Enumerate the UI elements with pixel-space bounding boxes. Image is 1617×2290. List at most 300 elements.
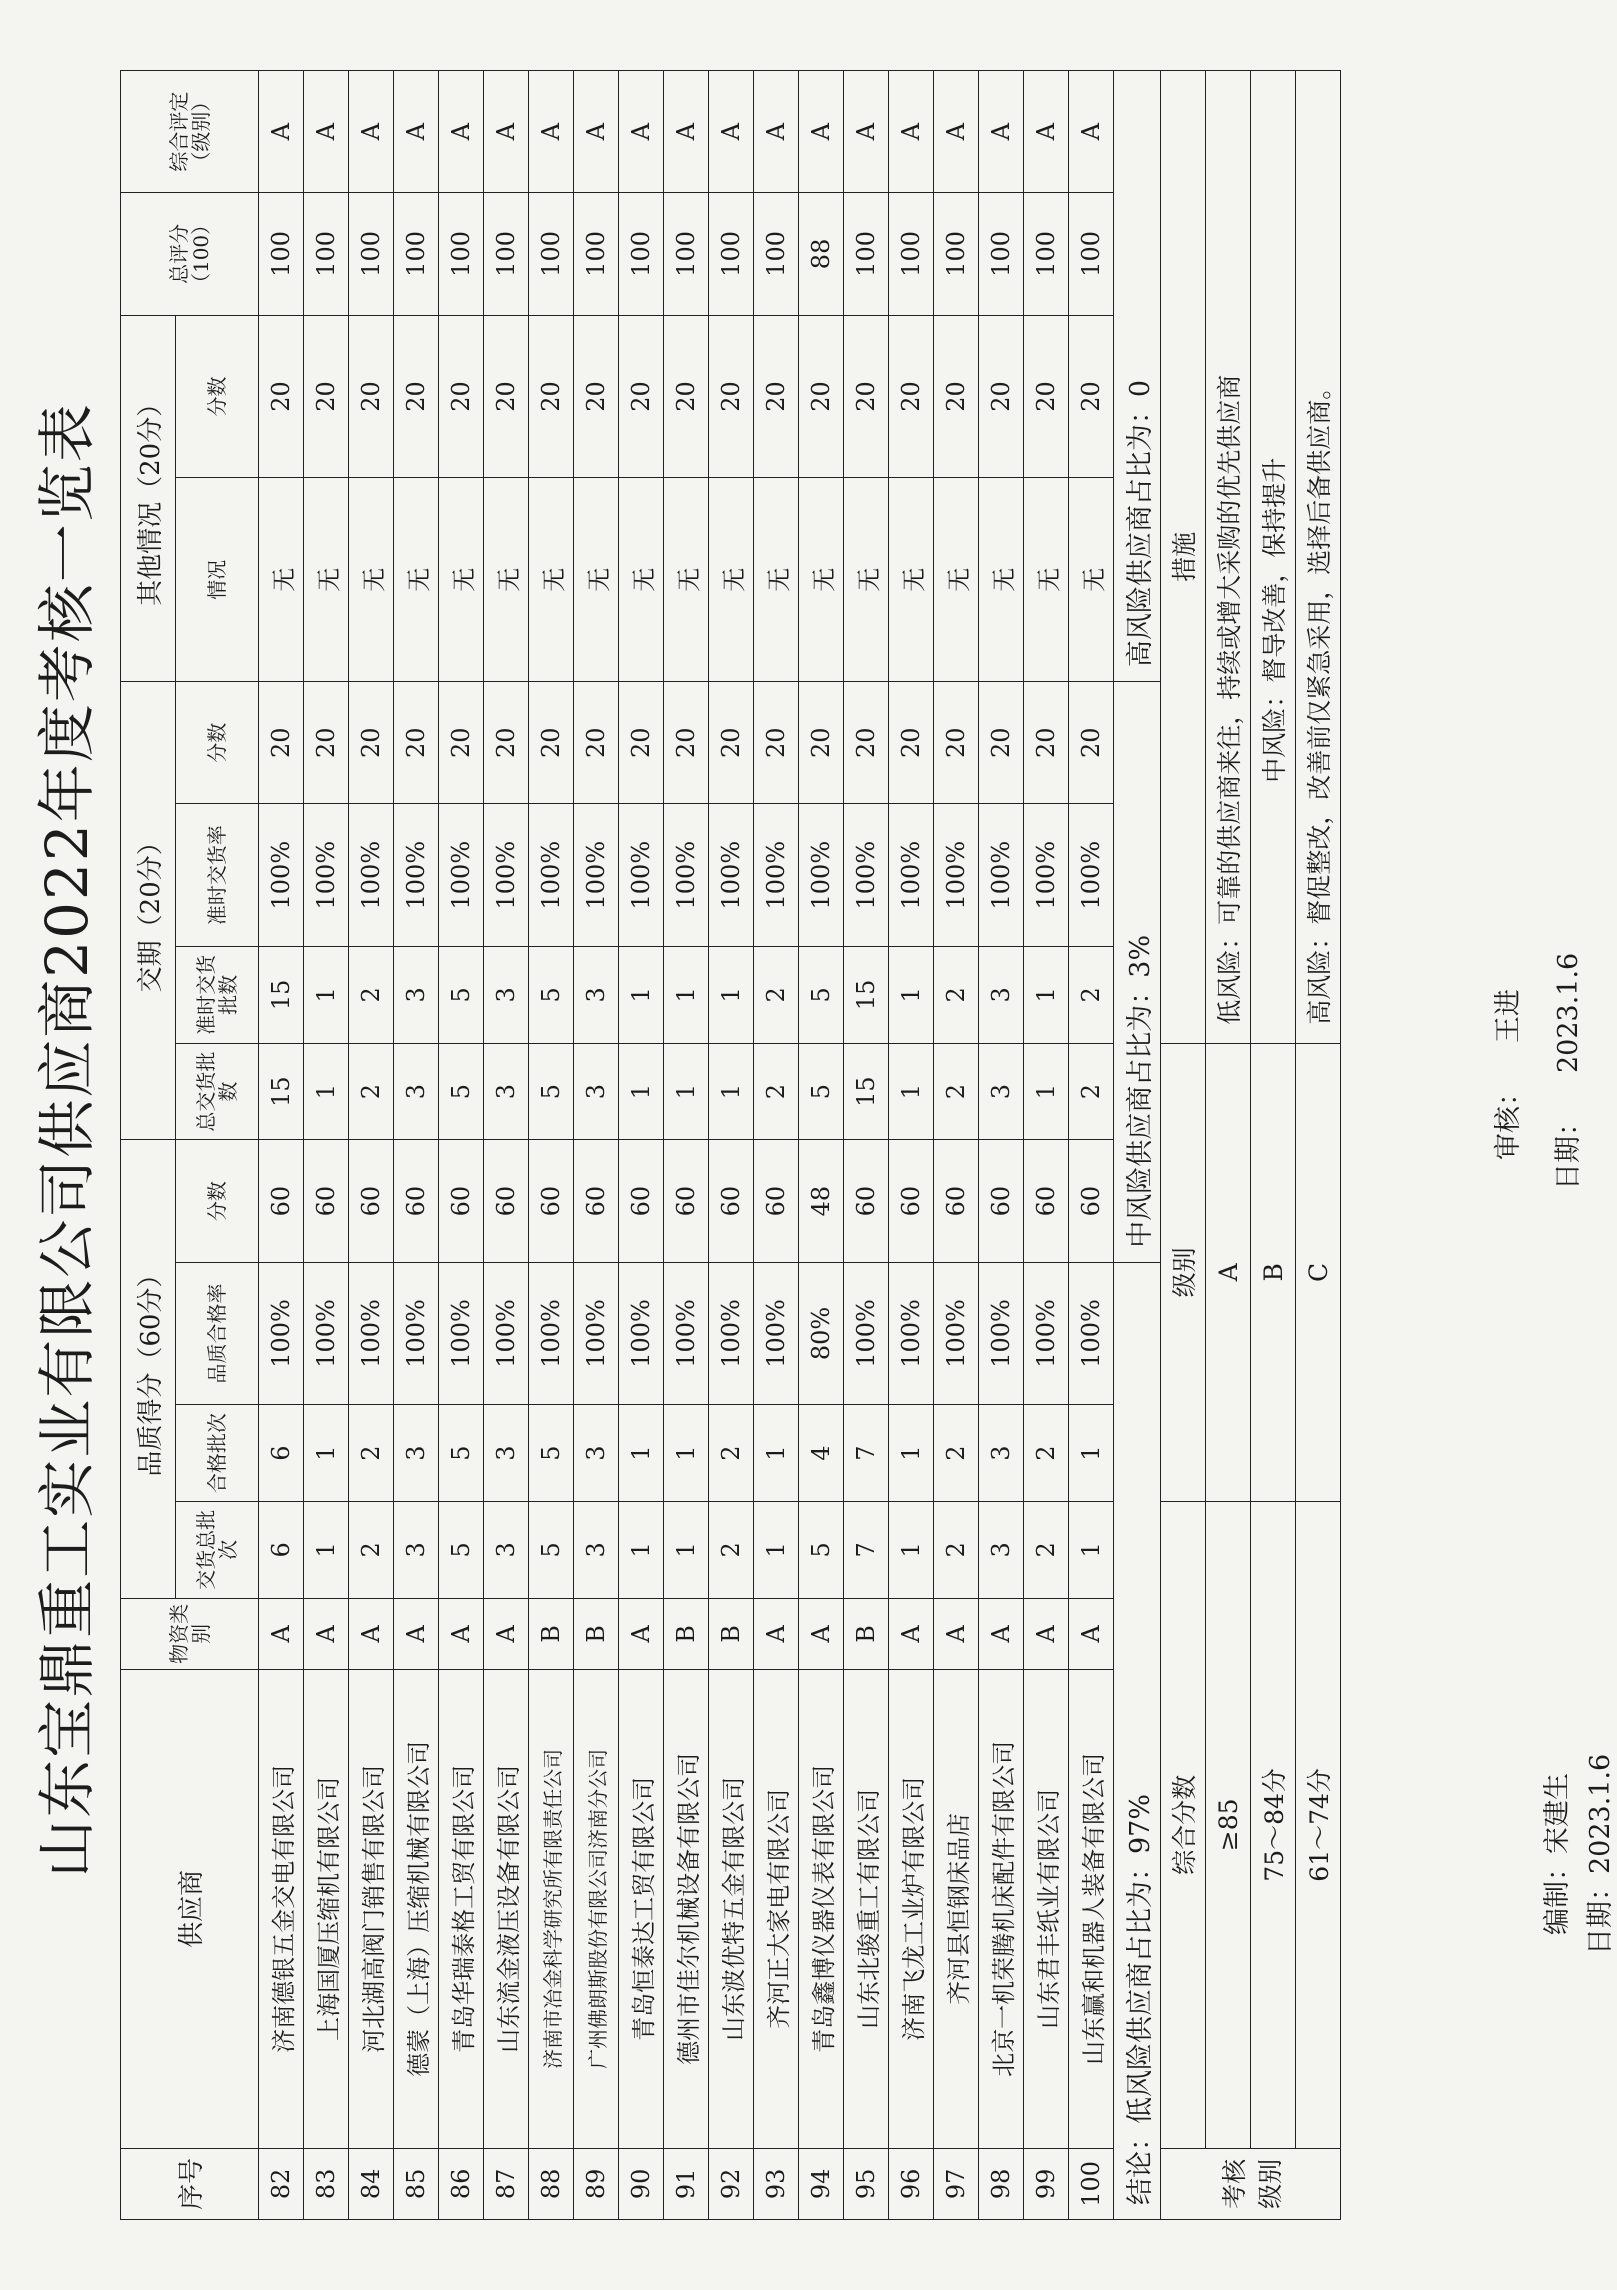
header-delivery-group: 交期（20分） [121, 682, 176, 1140]
cell-grade: A [259, 71, 304, 193]
cell-o-situation: 无 [349, 478, 394, 682]
cell-d-rate: 100% [1069, 804, 1114, 947]
cell-o-situation: 无 [304, 478, 349, 682]
cell-o-score: 20 [574, 315, 619, 478]
cell-d-ontime: 1 [889, 946, 934, 1043]
cell-grade: A [754, 71, 799, 193]
cell-grade: A [394, 71, 439, 193]
cell-supplier-name: 青岛恒泰达工贸有限公司 [619, 1670, 664, 2149]
cell-q-total: 1 [664, 1502, 709, 1599]
cell-category: A [349, 1598, 394, 1669]
cell-seq: 92 [709, 2148, 754, 2219]
cell-q-rate: 100% [664, 1262, 709, 1405]
table-row [979, 71, 1024, 2220]
cell-d-score: 20 [799, 682, 844, 804]
cell-d-total: 1 [1024, 1043, 1069, 1140]
cell-o-score: 20 [394, 315, 439, 478]
cell-o-situation: 无 [259, 478, 304, 682]
cell-q-score: 60 [934, 1140, 979, 1262]
cell-seq: 90 [619, 2148, 664, 2219]
conclusion-mid-risk: 中风险供应商占比为：3% [1114, 682, 1161, 1263]
cell-q-pass: 6 [259, 1405, 304, 1502]
cell-o-situation: 无 [709, 478, 754, 682]
cell-d-score: 20 [664, 682, 709, 804]
table-row [709, 71, 754, 2220]
cell-o-situation: 无 [934, 478, 979, 682]
cell-q-score: 60 [1069, 1140, 1114, 1262]
cell-q-pass: 2 [709, 1405, 754, 1502]
cell-seq: 86 [439, 2148, 484, 2219]
review-date [1546, 953, 1585, 1190]
cell-grade: A [349, 71, 394, 193]
cell-d-rate: 100% [349, 804, 394, 947]
header-seq: 序号 [121, 2148, 259, 2219]
cell-q-rate: 100% [889, 1262, 934, 1405]
cell-grade: A [484, 71, 529, 193]
cell-o-situation: 无 [799, 478, 844, 682]
compiled-date [1578, 1754, 1617, 1955]
cell-q-total: 3 [574, 1502, 619, 1599]
cell-q-score: 48 [799, 1140, 844, 1262]
cell-grade: A [889, 71, 934, 193]
cell-q-total: 1 [754, 1502, 799, 1599]
cell-seq: 82 [259, 2148, 304, 2219]
cell-q-total: 1 [1069, 1502, 1114, 1599]
legend-score-header: 综合分数 [1161, 1502, 1206, 2149]
cell-total: 100 [1024, 193, 1069, 315]
cell-total: 100 [979, 193, 1024, 315]
cell-o-situation: 无 [394, 478, 439, 682]
cell-category: B [529, 1598, 574, 1669]
cell-q-rate: 100% [1069, 1262, 1114, 1405]
cell-q-total: 6 [259, 1502, 304, 1599]
header-d-rate: 准时交货率 [176, 804, 259, 947]
cell-total: 100 [529, 193, 574, 315]
cell-category: B [664, 1598, 709, 1669]
cell-total: 100 [889, 193, 934, 315]
table-row [574, 71, 619, 2220]
cell-d-score: 20 [529, 682, 574, 804]
header-total: 总评分（100） [121, 193, 259, 315]
cell-d-total: 15 [259, 1043, 304, 1140]
cell-d-rate: 100% [394, 804, 439, 947]
header-q-total-batches: 交货总批次 [176, 1502, 259, 1599]
cell-grade: A [844, 71, 889, 193]
cell-d-ontime: 15 [259, 946, 304, 1043]
table-row [1024, 71, 1069, 2220]
cell-q-pass: 3 [574, 1405, 619, 1502]
cell-o-situation: 无 [574, 478, 619, 682]
cell-seq: 97 [934, 2148, 979, 2219]
cell-q-pass: 1 [1069, 1405, 1114, 1502]
cell-q-pass: 5 [439, 1405, 484, 1502]
cell-grade: A [979, 71, 1024, 193]
legend-score: 75～84分 [1251, 1502, 1296, 2149]
cell-d-rate: 100% [934, 804, 979, 947]
cell-q-pass: 2 [349, 1405, 394, 1502]
header-o-situation: 情况 [176, 478, 259, 682]
cell-grade: A [934, 71, 979, 193]
cell-category: A [799, 1598, 844, 1669]
cell-q-total: 3 [394, 1502, 439, 1599]
cell-supplier-name: 山东波优特五金有限公司 [709, 1670, 754, 2149]
cell-q-score: 60 [439, 1140, 484, 1262]
cell-q-total: 3 [979, 1502, 1024, 1599]
cell-d-score: 20 [934, 682, 979, 804]
cell-o-situation: 无 [664, 478, 709, 682]
compiled-date-label: 日期： [1585, 1874, 1616, 1955]
cell-d-total: 15 [844, 1043, 889, 1140]
cell-d-total: 1 [709, 1043, 754, 1140]
cell-o-score: 20 [304, 315, 349, 478]
cell-d-ontime: 1 [619, 946, 664, 1043]
cell-supplier-name: 济南飞龙工业炉有限公司 [889, 1670, 934, 2149]
cell-grade: A [574, 71, 619, 193]
header-d-ontime-batches: 准时交货批数 [176, 946, 259, 1043]
cell-supplier-name: 山东北骏重工有限公司 [844, 1670, 889, 2149]
legend-measure: 低风险：可靠的供应商来往，持续或增大采购的优先供应商 [1206, 71, 1251, 1044]
cell-o-score: 20 [349, 315, 394, 478]
cell-q-rate: 100% [259, 1262, 304, 1405]
legend-score: ≥85 [1206, 1502, 1251, 2149]
cell-d-total: 2 [934, 1043, 979, 1140]
cell-o-situation: 无 [1069, 478, 1114, 682]
cell-d-total: 2 [1069, 1043, 1114, 1140]
cell-q-rate: 80% [799, 1262, 844, 1405]
cell-d-score: 20 [844, 682, 889, 804]
cell-supplier-name: 山东流金液压设备有限公司 [484, 1670, 529, 2149]
cell-q-pass: 1 [664, 1405, 709, 1502]
cell-q-pass: 5 [529, 1405, 574, 1502]
cell-q-rate: 100% [394, 1262, 439, 1405]
cell-d-score: 20 [754, 682, 799, 804]
reviewed-by [1486, 989, 1525, 1160]
cell-q-rate: 100% [484, 1262, 529, 1405]
table-row [754, 71, 799, 2220]
cell-grade: A [619, 71, 664, 193]
cell-category: A [1024, 1598, 1069, 1669]
cell-o-situation: 无 [619, 478, 664, 682]
cell-supplier-name: 河北湖高阀门销售有限公司 [349, 1670, 394, 2149]
cell-q-pass: 2 [1024, 1405, 1069, 1502]
cell-category: B [709, 1598, 754, 1669]
cell-q-score: 60 [889, 1140, 934, 1262]
cell-d-total: 1 [664, 1043, 709, 1140]
supplier-assessment-table [120, 70, 1341, 2220]
compiled-label: 编制： [1542, 1854, 1573, 1935]
cell-o-score: 20 [979, 315, 1024, 478]
cell-supplier-name: 广州佛朗斯股份有限公司济南分公司 [574, 1670, 619, 2149]
cell-d-score: 20 [484, 682, 529, 804]
table-row [619, 71, 664, 2220]
cell-grade: A [664, 71, 709, 193]
header-q-score: 分数 [176, 1140, 259, 1262]
cell-seq: 85 [394, 2148, 439, 2219]
cell-q-pass: 1 [304, 1405, 349, 1502]
cell-d-rate: 100% [889, 804, 934, 947]
cell-grade: A [304, 71, 349, 193]
cell-category: A [394, 1598, 439, 1669]
cell-d-score: 20 [304, 682, 349, 804]
cell-d-score: 20 [619, 682, 664, 804]
header-d-total-batches: 总交货批数 [176, 1043, 259, 1140]
cell-d-rate: 100% [709, 804, 754, 947]
cell-q-pass: 3 [394, 1405, 439, 1502]
legend-header-row [1161, 71, 1206, 2220]
header-category: 物资类别 [121, 1598, 259, 1669]
cell-total: 88 [799, 193, 844, 315]
conclusion-row [1114, 71, 1161, 2220]
cell-seq: 98 [979, 2148, 1024, 2219]
cell-o-score: 20 [934, 315, 979, 478]
cell-supplier-name: 北京一机荣腾机床配件有限公司 [979, 1670, 1024, 2149]
cell-o-score: 20 [1069, 315, 1114, 478]
cell-d-total: 5 [439, 1043, 484, 1140]
cell-o-score: 20 [439, 315, 484, 478]
cell-total: 100 [349, 193, 394, 315]
header-quality-group: 品质得分（60分） [121, 1140, 176, 1598]
cell-category: A [979, 1598, 1024, 1669]
cell-d-ontime: 3 [574, 946, 619, 1043]
cell-supplier-name: 上海国厦压缩机有限公司 [304, 1670, 349, 2149]
cell-d-ontime: 2 [1069, 946, 1114, 1043]
cell-category: A [934, 1598, 979, 1669]
cell-supplier-name: 齐河正大家电有限公司 [754, 1670, 799, 2149]
cell-supplier-name: 青岛华瑞泰格工贸有限公司 [439, 1670, 484, 2149]
cell-d-ontime: 15 [844, 946, 889, 1043]
review-date-label: 日期： [1553, 1109, 1584, 1190]
cell-d-ontime: 3 [484, 946, 529, 1043]
table-row [484, 71, 529, 2220]
table-row [889, 71, 934, 2220]
cell-q-pass: 1 [619, 1405, 664, 1502]
legend-measure: 中风险：督导改善，保持提升 [1251, 71, 1296, 1044]
cell-supplier-name: 山东君丰纸业有限公司 [1024, 1670, 1069, 2149]
cell-o-situation: 无 [529, 478, 574, 682]
cell-q-rate: 100% [349, 1262, 394, 1405]
cell-category: A [304, 1598, 349, 1669]
cell-q-rate: 100% [979, 1262, 1024, 1405]
legend-grade: B [1251, 1043, 1296, 1501]
cell-d-total: 3 [574, 1043, 619, 1140]
legend-row [1206, 71, 1251, 2220]
cell-total: 100 [844, 193, 889, 315]
cell-category: A [754, 1598, 799, 1669]
cell-total: 100 [664, 193, 709, 315]
cell-supplier-name: 德蒙（上海）压缩机械有限公司 [394, 1670, 439, 2149]
cell-category: A [889, 1598, 934, 1669]
cell-seq: 99 [1024, 2148, 1069, 2219]
compiled-date-value: 2023.1.6 [1585, 1753, 1616, 1874]
cell-q-score: 60 [574, 1140, 619, 1262]
table-row [349, 71, 394, 2220]
cell-d-rate: 100% [754, 804, 799, 947]
cell-o-score: 20 [709, 315, 754, 478]
cell-supplier-name: 济南市冶金科学研究所有限责任公司 [529, 1670, 574, 2149]
cell-q-total: 7 [844, 1502, 889, 1599]
table-row [664, 71, 709, 2220]
cell-q-rate: 100% [304, 1262, 349, 1405]
cell-d-score: 20 [1024, 682, 1069, 804]
cell-seq: 96 [889, 2148, 934, 2219]
cell-d-rate: 100% [844, 804, 889, 947]
cell-d-rate: 100% [664, 804, 709, 947]
cell-q-rate: 100% [844, 1262, 889, 1405]
cell-total: 100 [754, 193, 799, 315]
cell-q-total: 2 [934, 1502, 979, 1599]
table-row [259, 71, 304, 2220]
cell-q-score: 60 [709, 1140, 754, 1262]
cell-d-total: 1 [304, 1043, 349, 1140]
conclusion-high-risk: 高风险供应商占比为：0 [1114, 71, 1161, 682]
cell-category: A [439, 1598, 484, 1669]
cell-seq: 94 [799, 2148, 844, 2219]
cell-d-rate: 100% [799, 804, 844, 947]
cell-q-score: 60 [394, 1140, 439, 1262]
cell-o-score: 20 [484, 315, 529, 478]
cell-o-situation: 无 [484, 478, 529, 682]
legend-grade-header: 级别 [1161, 1043, 1206, 1501]
cell-q-total: 1 [619, 1502, 664, 1599]
cell-d-ontime: 2 [754, 946, 799, 1043]
cell-o-situation: 无 [844, 478, 889, 682]
header-grade: 综合评定（级别） [121, 71, 259, 193]
cell-d-rate: 100% [574, 804, 619, 947]
cell-d-score: 20 [439, 682, 484, 804]
header-q-rate: 品质合格率 [176, 1262, 259, 1405]
cell-q-total: 1 [889, 1502, 934, 1599]
cell-q-rate: 100% [619, 1262, 664, 1405]
cell-o-score: 20 [799, 315, 844, 478]
table-row [799, 71, 844, 2220]
cell-q-score: 60 [664, 1140, 709, 1262]
compiled-name: 宋建生 [1542, 1773, 1573, 1854]
cell-seq: 93 [754, 2148, 799, 2219]
cell-o-situation: 无 [439, 478, 484, 682]
cell-q-total: 3 [484, 1502, 529, 1599]
cell-q-pass: 7 [844, 1405, 889, 1502]
cell-category: B [844, 1598, 889, 1669]
cell-d-rate: 100% [619, 804, 664, 947]
cell-q-total: 2 [709, 1502, 754, 1599]
cell-d-total: 1 [619, 1043, 664, 1140]
cell-total: 100 [1069, 193, 1114, 315]
cell-d-total: 3 [394, 1043, 439, 1140]
cell-q-total: 5 [439, 1502, 484, 1599]
cell-seq: 84 [349, 2148, 394, 2219]
cell-d-score: 20 [259, 682, 304, 804]
cell-d-score: 20 [979, 682, 1024, 804]
cell-q-score: 60 [259, 1140, 304, 1262]
cell-category: B [574, 1598, 619, 1669]
cell-q-score: 60 [529, 1140, 574, 1262]
cell-grade: A [1069, 71, 1114, 193]
cell-o-score: 20 [619, 315, 664, 478]
legend-grade: C [1296, 1043, 1341, 1501]
review-label: 审核： [1493, 1079, 1524, 1160]
cell-seq: 83 [304, 2148, 349, 2219]
cell-category: A [259, 1598, 304, 1669]
table-row [934, 71, 979, 2220]
cell-supplier-name: 济南德银五金交电有限公司 [259, 1670, 304, 2149]
cell-d-rate: 100% [259, 804, 304, 947]
cell-total: 100 [709, 193, 754, 315]
cell-d-ontime: 1 [304, 946, 349, 1043]
cell-seq: 88 [529, 2148, 574, 2219]
table-row [439, 71, 484, 2220]
cell-q-score: 60 [979, 1140, 1024, 1262]
cell-d-ontime: 1 [1024, 946, 1069, 1043]
cell-q-score: 60 [349, 1140, 394, 1262]
cell-q-rate: 100% [754, 1262, 799, 1405]
cell-d-ontime: 2 [349, 946, 394, 1043]
cell-d-ontime: 1 [664, 946, 709, 1043]
cell-d-total: 1 [889, 1043, 934, 1140]
cell-d-total: 2 [349, 1043, 394, 1140]
cell-o-situation: 无 [889, 478, 934, 682]
cell-total: 100 [439, 193, 484, 315]
cell-grade: A [799, 71, 844, 193]
cell-q-score: 60 [1024, 1140, 1069, 1262]
legend-grade: A [1206, 1043, 1251, 1501]
cell-total: 100 [619, 193, 664, 315]
cell-q-rate: 100% [1024, 1262, 1069, 1405]
cell-grade: A [1024, 71, 1069, 193]
cell-supplier-name: 青岛鑫博仪器仪表有限公司 [799, 1670, 844, 2149]
cell-q-pass: 3 [484, 1405, 529, 1502]
cell-d-total: 5 [529, 1043, 574, 1140]
cell-d-ontime: 2 [934, 946, 979, 1043]
cell-d-total: 3 [484, 1043, 529, 1140]
cell-seq: 89 [574, 2148, 619, 2219]
cell-d-total: 2 [754, 1043, 799, 1140]
header-other-group: 其他情况（20分） [121, 315, 176, 682]
cell-d-total: 5 [799, 1043, 844, 1140]
cell-d-ontime: 5 [799, 946, 844, 1043]
cell-q-total: 5 [799, 1502, 844, 1599]
cell-q-rate: 100% [574, 1262, 619, 1405]
document-title: 山东宝鼎重工实业有限公司供应商2022年度考核一览表 [33, 402, 101, 1878]
cell-d-rate: 100% [1024, 804, 1069, 947]
cell-category: A [619, 1598, 664, 1669]
header-d-score: 分数 [176, 682, 259, 804]
cell-q-score: 60 [754, 1140, 799, 1262]
cell-seq: 91 [664, 2148, 709, 2219]
cell-total: 100 [484, 193, 529, 315]
cell-d-ontime: 3 [394, 946, 439, 1043]
table-row [394, 71, 439, 2220]
legend-score: 61～74分 [1296, 1502, 1341, 2149]
legend-measure-header: 措施 [1161, 71, 1206, 1044]
cell-total: 100 [394, 193, 439, 315]
cell-q-rate: 100% [709, 1262, 754, 1405]
cell-q-score: 60 [619, 1140, 664, 1262]
cell-o-situation: 无 [979, 478, 1024, 682]
cell-d-total: 3 [979, 1043, 1024, 1140]
cell-o-score: 20 [844, 315, 889, 478]
cell-d-rate: 100% [979, 804, 1024, 947]
cell-d-score: 20 [709, 682, 754, 804]
cell-q-total: 2 [1024, 1502, 1069, 1599]
header-o-score: 分数 [176, 315, 259, 478]
cell-q-rate: 100% [439, 1262, 484, 1405]
cell-q-rate: 100% [529, 1262, 574, 1405]
cell-d-ontime: 5 [439, 946, 484, 1043]
review-name: 王进 [1493, 989, 1524, 1043]
cell-supplier-name: 德州市佳尔机械设备有限公司 [664, 1670, 709, 2149]
cell-d-rate: 100% [304, 804, 349, 947]
cell-q-score: 60 [484, 1140, 529, 1262]
